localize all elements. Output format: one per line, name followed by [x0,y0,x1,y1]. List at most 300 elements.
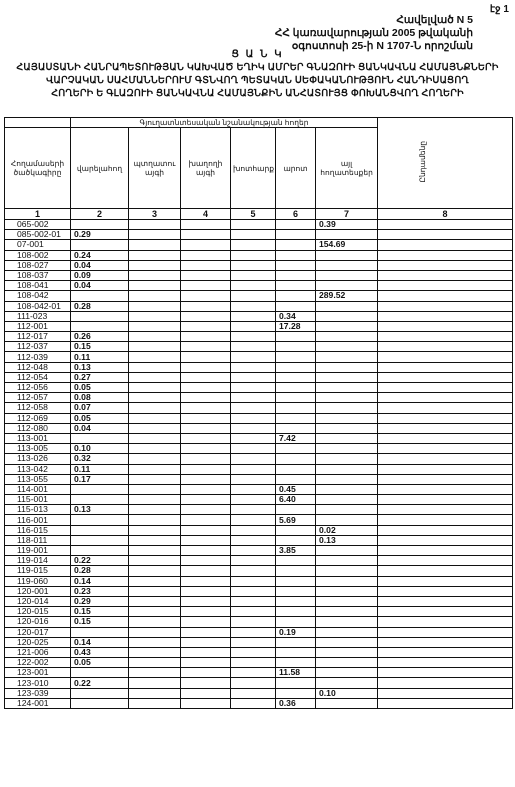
area-value [316,301,378,311]
parcel-code: 119-060 [5,576,71,586]
table-row [5,433,513,443]
area-value [181,464,231,474]
area-value [181,444,231,454]
area-value [129,535,181,545]
table-row [5,698,513,708]
total-cell [378,352,513,362]
area-value [231,240,276,250]
area-value [316,617,378,627]
col-number-8: 8 [378,209,513,220]
total-cell [378,627,513,637]
table-row [5,495,513,505]
area-value [231,556,276,566]
area-value [276,403,316,413]
parcel-code: 085-002-01 [5,230,71,240]
area-value [276,423,316,433]
super-header: Գյուղատնտեսական նշանակության հողեր [71,118,378,128]
area-value [231,495,276,505]
parcel-code: 116-001 [5,515,71,525]
area-value: 0.28 [71,566,129,576]
area-value [316,413,378,423]
area-value [276,637,316,647]
area-value [231,270,276,280]
area-value [181,362,231,372]
area-value [129,678,181,688]
area-value [276,281,316,291]
area-value: 5.69 [276,515,316,525]
table-row [5,393,513,403]
parcel-code: 111-023 [5,311,71,321]
page-number: էջ 1 [489,4,509,15]
area-value [316,383,378,393]
parcel-code: 119-014 [5,556,71,566]
area-value [316,311,378,321]
area-value [71,535,129,545]
area-value [129,525,181,535]
area-value [71,515,129,525]
total-cell [378,474,513,484]
area-value [316,566,378,576]
table-row [5,332,513,342]
area-value [181,240,231,250]
table-row [5,240,513,250]
area-value [129,291,181,301]
parcel-code: 112-069 [5,413,71,423]
area-value [276,342,316,352]
area-value: 0.24 [71,250,129,260]
area-value [231,668,276,678]
area-value: 0.28 [71,301,129,311]
total-cell [378,332,513,342]
parcel-code: 065-002 [5,220,71,230]
total-cell [378,515,513,525]
total-cell [378,576,513,586]
area-value [71,546,129,556]
area-value [129,240,181,250]
area-value [276,301,316,311]
total-cell [378,362,513,372]
col-number-5: 5 [231,209,276,220]
area-value [181,270,231,280]
area-value: 0.27 [71,372,129,382]
area-value [316,342,378,352]
area-value [231,525,276,535]
total-cell [378,403,513,413]
area-value: 0.15 [71,617,129,627]
total-cell [378,464,513,474]
area-value [181,698,231,708]
area-value: 0.13 [71,505,129,515]
total-cell [378,433,513,443]
area-value [129,596,181,606]
col-number-4: 4 [181,209,231,220]
area-value [316,433,378,443]
area-value: 0.14 [71,637,129,647]
total-cell [378,546,513,556]
area-value [181,647,231,657]
table-row [5,220,513,230]
area-value [231,637,276,647]
area-value: 0.32 [71,454,129,464]
table-row [5,352,513,362]
area-value: 11.58 [276,668,316,678]
area-value [181,321,231,331]
area-value [181,352,231,362]
area-value: 17.28 [276,321,316,331]
area-value [276,556,316,566]
area-value [71,484,129,494]
area-value [129,270,181,280]
header-arable: վարելահող [71,128,129,209]
total-cell [378,383,513,393]
area-value [276,688,316,698]
table-row [5,576,513,586]
area-value [129,311,181,321]
parcel-code: 112-054 [5,372,71,382]
area-value [129,444,181,454]
area-value: 7.42 [276,433,316,443]
area-value [316,495,378,505]
table-row [5,301,513,311]
table-row [5,596,513,606]
total-cell [378,617,513,627]
area-value: 0.22 [71,556,129,566]
header-total: Ընդամենը [378,118,513,209]
area-value: 0.05 [71,658,129,668]
table-row [5,230,513,240]
annex-date-line: օգոստոսի 25-ի N 1707-Ն որոշման [291,40,473,52]
area-value [181,474,231,484]
col-number-3: 3 [129,209,181,220]
parcel-code: 115-001 [5,495,71,505]
total-cell [378,220,513,230]
table-row [5,403,513,413]
area-value [129,515,181,525]
area-value [181,535,231,545]
area-value: 0.05 [71,383,129,393]
table-row [5,321,513,331]
area-value [276,332,316,342]
table-row [5,556,513,566]
area-value [129,576,181,586]
area-value [316,454,378,464]
area-value: 0.15 [71,342,129,352]
parcel-code: 108-037 [5,270,71,280]
total-cell [378,372,513,382]
area-value [181,311,231,321]
area-value [181,332,231,342]
area-value [181,637,231,647]
parcel-code: 123-001 [5,668,71,678]
area-value [276,362,316,372]
area-value [71,220,129,230]
area-value: 0.13 [71,362,129,372]
area-value: 0.11 [71,464,129,474]
area-value [231,342,276,352]
area-value [129,332,181,342]
area-value [181,688,231,698]
area-value: 0.15 [71,607,129,617]
parcel-code: 113-055 [5,474,71,484]
table-row [5,668,513,678]
area-value [316,576,378,586]
table-row [5,586,513,596]
table-row [5,637,513,647]
area-value: 0.22 [71,678,129,688]
area-value [181,556,231,566]
header-code: Հողամասերի ծածկագիրը [5,128,71,209]
parcel-code: 113-001 [5,433,71,443]
table-row [5,647,513,657]
area-value: 0.45 [276,484,316,494]
total-cell [378,250,513,260]
area-value [181,301,231,311]
area-value [181,525,231,535]
parcel-code: 115-013 [5,505,71,515]
title-line-2: ՀԱՅԱՍՏԱՆԻ ՀԱՆՐԱՊԵՏՈՒԹՅԱՆ ԿԱԽՎԱԾ ԵՂԻԿ ԱՄՐԵՐ ԳՆԱԶՈՒԻ ՑԱՆԿԱՎՆԱ ՀԱՄԱՅՆՔՆԵՐԻ [16,62,499,73]
area-value [129,658,181,668]
area-value: 0.02 [316,525,378,535]
area-value [129,250,181,260]
total-cell [378,260,513,270]
parcel-code: 112-039 [5,352,71,362]
table-row [5,515,513,525]
area-value: 0.29 [71,230,129,240]
area-value [316,586,378,596]
area-value [316,321,378,331]
table-row [5,270,513,280]
area-value [316,352,378,362]
area-value [129,230,181,240]
header-spacer [5,118,71,128]
area-value: 0.08 [71,393,129,403]
area-value [276,505,316,515]
parcel-code: 112-048 [5,362,71,372]
area-value [316,637,378,647]
area-value [231,576,276,586]
area-value [129,627,181,637]
area-value [231,433,276,443]
area-value [181,260,231,270]
parcel-code: 120-016 [5,617,71,627]
table-row [5,383,513,393]
area-value [276,596,316,606]
area-value [231,250,276,260]
total-cell [378,525,513,535]
land-table [4,117,513,709]
table-row [5,688,513,698]
total-cell [378,311,513,321]
total-cell [378,698,513,708]
parcel-code: 119-015 [5,566,71,576]
parcel-code: 112-001 [5,321,71,331]
area-value [181,393,231,403]
total-cell [378,556,513,566]
table-row [5,311,513,321]
area-value [231,260,276,270]
header-hayfield: խոտհարք [231,128,276,209]
area-value: 0.04 [71,423,129,433]
area-value [276,586,316,596]
header-other-land: այլ հողատեսքեր [316,128,378,209]
total-cell [378,658,513,668]
area-value [181,546,231,556]
area-value [276,393,316,403]
total-cell [378,413,513,423]
area-value [231,332,276,342]
area-value [231,627,276,637]
area-value [316,393,378,403]
area-value [71,321,129,331]
area-value [231,698,276,708]
area-value [71,240,129,250]
parcel-code: 113-026 [5,454,71,464]
area-value [129,698,181,708]
area-value [316,332,378,342]
area-value [71,311,129,321]
parcel-code: 123-010 [5,678,71,688]
area-value [316,596,378,606]
total-cell [378,647,513,657]
total-cell [378,230,513,240]
area-value: 0.39 [316,220,378,230]
area-value [231,566,276,576]
area-value [181,230,231,240]
area-value: 0.05 [71,413,129,423]
total-cell [378,270,513,280]
area-value [231,607,276,617]
area-value [276,474,316,484]
parcel-code: 108-027 [5,260,71,270]
parcel-code: 07-001 [5,240,71,250]
area-value [129,393,181,403]
area-value [181,250,231,260]
area-value: 154.69 [316,240,378,250]
total-cell [378,688,513,698]
area-value [231,413,276,423]
area-value [316,647,378,657]
total-cell [378,454,513,464]
area-value [129,281,181,291]
area-value [129,484,181,494]
area-value [181,281,231,291]
total-cell [378,240,513,250]
area-value [316,607,378,617]
area-value [231,220,276,230]
area-value [231,515,276,525]
area-value [181,586,231,596]
area-value [181,515,231,525]
area-value [181,454,231,464]
area-value [276,658,316,668]
area-value [129,301,181,311]
area-value [276,525,316,535]
area-value [276,454,316,464]
parcel-code: 122-002 [5,658,71,668]
area-value [71,688,129,698]
area-value [181,403,231,413]
area-value [276,220,316,230]
area-value [231,617,276,627]
area-value [231,423,276,433]
area-value [181,668,231,678]
area-value [316,698,378,708]
table-row [5,464,513,474]
area-value [129,362,181,372]
area-value [129,413,181,423]
area-value [129,383,181,393]
area-value [231,352,276,362]
table-row [5,423,513,433]
area-value [276,372,316,382]
area-value [231,535,276,545]
total-cell [378,596,513,606]
area-value [316,230,378,240]
area-value [71,525,129,535]
area-value [316,281,378,291]
area-value [231,658,276,668]
table-row [5,281,513,291]
area-value [231,383,276,393]
area-value [231,301,276,311]
area-value: 0.04 [71,281,129,291]
area-value [231,678,276,688]
area-value [316,464,378,474]
table-row [5,546,513,556]
area-value [231,393,276,403]
area-value [181,678,231,688]
header-pasture: արոտ [276,128,316,209]
title-line-4: ՀՈՂԵՐԻ Ե ԳԼԱԶՈՒԻ ՑԱՆԿԱՎՆԱ ՀԱՄԱՅՆՔԻՆ ԱՆՀԱՏՈՒՅՑ ՓՈԽԱՆՑՎՈՂ ՀՈՂԵՐԻ [51,88,464,99]
parcel-code: 119-001 [5,546,71,556]
table-row [5,342,513,352]
parcel-code: 108-042-01 [5,301,71,311]
header-orchard: պտղատու այգի [129,128,181,209]
document-title [6,48,509,100]
area-value: 0.29 [71,596,129,606]
area-value [231,647,276,657]
area-value: 0.19 [276,627,316,637]
table-row [5,607,513,617]
area-value [231,596,276,606]
table-row [5,372,513,382]
total-cell [378,566,513,576]
area-value [276,617,316,627]
area-value: 289.52 [316,291,378,301]
area-value [231,403,276,413]
area-value [181,495,231,505]
total-cell [378,678,513,688]
area-value [129,607,181,617]
area-value [129,617,181,627]
parcel-code: 108-042 [5,291,71,301]
area-value [181,423,231,433]
parcel-code: 112-056 [5,383,71,393]
area-value [276,566,316,576]
table-row [5,617,513,627]
total-cell [378,607,513,617]
table-row [5,505,513,515]
parcel-code: 123-039 [5,688,71,698]
table-row [5,535,513,545]
title-line-3: ՎԱՐՉԱԿԱՆ ՍԱՀՄԱՆՆԵՐՈՒՄ ԳՏՆՎՈՂ ՊԵՏԱԿԱՆ ՍԵՓԱԿԱՆՈՒԹՅՈՒՆ ՀԱՆԴԻՍԱՑՈՂ [46,75,469,86]
area-value [231,688,276,698]
area-value [231,464,276,474]
area-value [181,220,231,230]
total-cell [378,281,513,291]
table-row [5,525,513,535]
area-value [316,678,378,688]
